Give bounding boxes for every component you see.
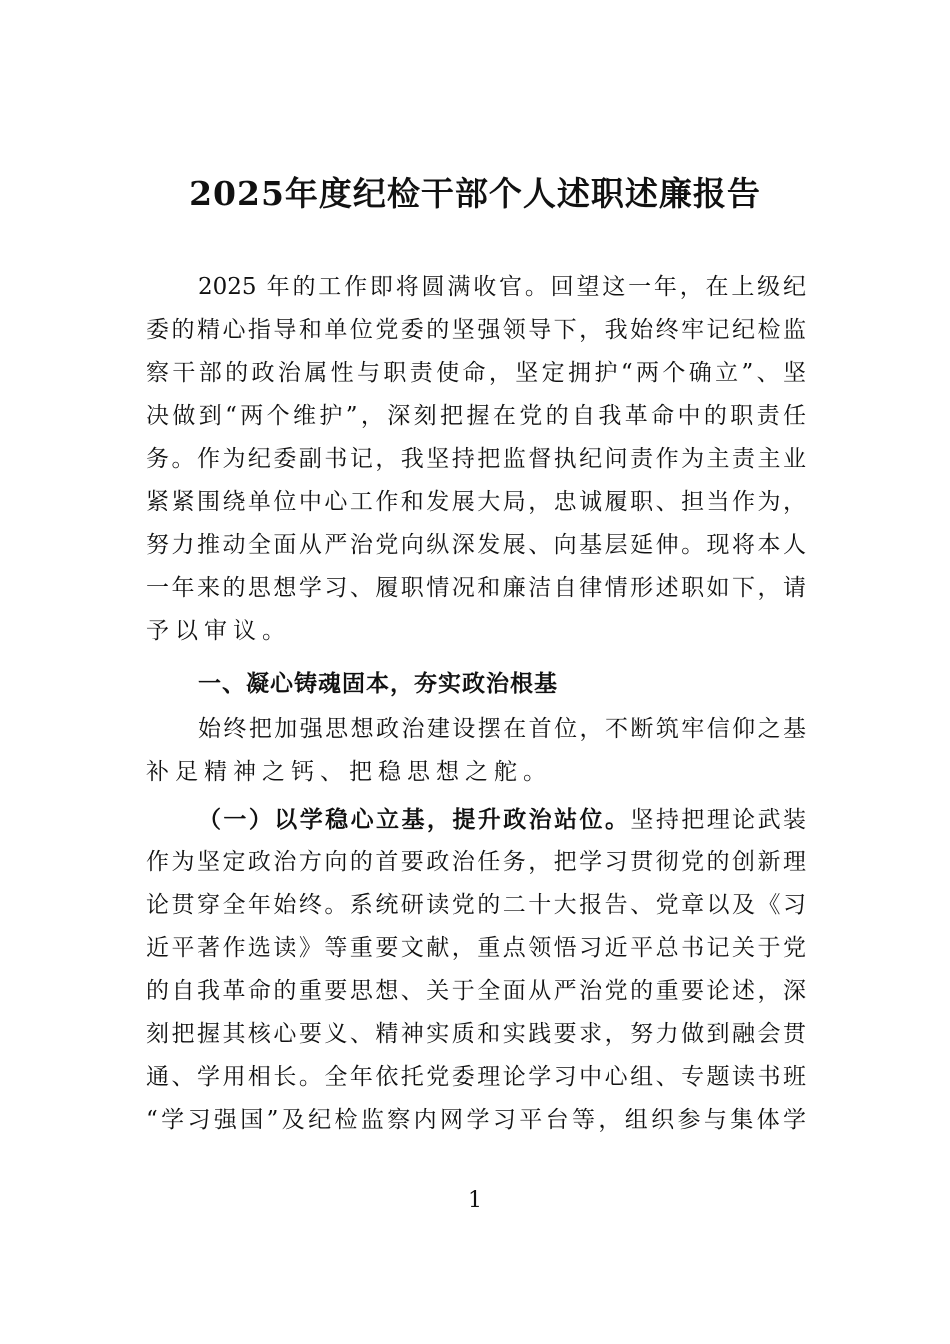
text-line: 决做到“两个维护”，深刻把握在党的自我革命中的职责任 bbox=[146, 403, 806, 429]
text-line: 刻把握其核心要义、精神实质和实践要求，努力做到融会贯 bbox=[146, 1021, 806, 1047]
text-line: 近平著作选读》等重要文献，重点领悟习近平总书记关于党 bbox=[146, 935, 806, 961]
text-line: 一年来的思想学习、履职情况和廉洁自律情形述职如下，请 bbox=[146, 575, 806, 601]
text-line: 论贯穿全年始终。系统研读党的二十大报告、党章以及《习 bbox=[146, 892, 806, 918]
text-line: 作为坚定政治方向的首要政治任务，把学习贯彻党的创新理 bbox=[146, 849, 806, 875]
text-line: 努力推动全面从严治党向纵深发展、向基层延伸。现将本人 bbox=[146, 532, 806, 558]
text-line: 委的精心指导和单位党委的坚强领导下，我始终牢记纪检监 bbox=[146, 317, 806, 343]
text-line: 予以审议。 bbox=[146, 618, 291, 644]
text-line: 的自我革命的重要思想、关于全面从严治党的重要论述，深 bbox=[146, 978, 806, 1004]
page-number: 1 bbox=[468, 1188, 482, 1213]
document-body bbox=[146, 266, 806, 1142]
text-line: 通、学用相长。全年依托党委理论学习中心组、专题读书班 bbox=[146, 1064, 806, 1090]
text-line: “学习强国”及纪检监察内网学习平台等，组织参与集体学 bbox=[146, 1107, 806, 1133]
text-line: 务。作为纪委副书记，我坚持把监督执纪问责作为主责主业 bbox=[146, 446, 806, 472]
subsection-heading: （一）以学稳心立基，提升政治站位。 bbox=[198, 806, 631, 833]
section-lead-paragraph bbox=[146, 708, 806, 794]
text-line: 2025 年的工作即将圆满收官。回望这一年，在上级纪 bbox=[198, 274, 806, 300]
section-heading: 一、凝心铸魂固本，夯实政治根基 bbox=[198, 671, 558, 697]
text-line bbox=[146, 798, 806, 841]
text-line: 始终把加强思想政治建设摆在首位，不断筑牢信仰之基 bbox=[198, 716, 806, 742]
document-title: 2025年度纪检干部个人述职述廉报告 bbox=[189, 174, 761, 213]
intro-paragraph bbox=[146, 266, 806, 653]
text-line: 紧紧围绕单位中心工作和发展大局，忠诚履职、担当作为， bbox=[146, 489, 806, 515]
subsection-paragraph bbox=[146, 798, 806, 1142]
text-span: 坚持把理论武装 bbox=[630, 807, 807, 833]
text-line: 补足精神之钙、把稳思想之舵。 bbox=[146, 759, 552, 785]
text-line: 察干部的政治属性与职责使命，坚定拥护“两个确立”、坚 bbox=[146, 360, 806, 386]
